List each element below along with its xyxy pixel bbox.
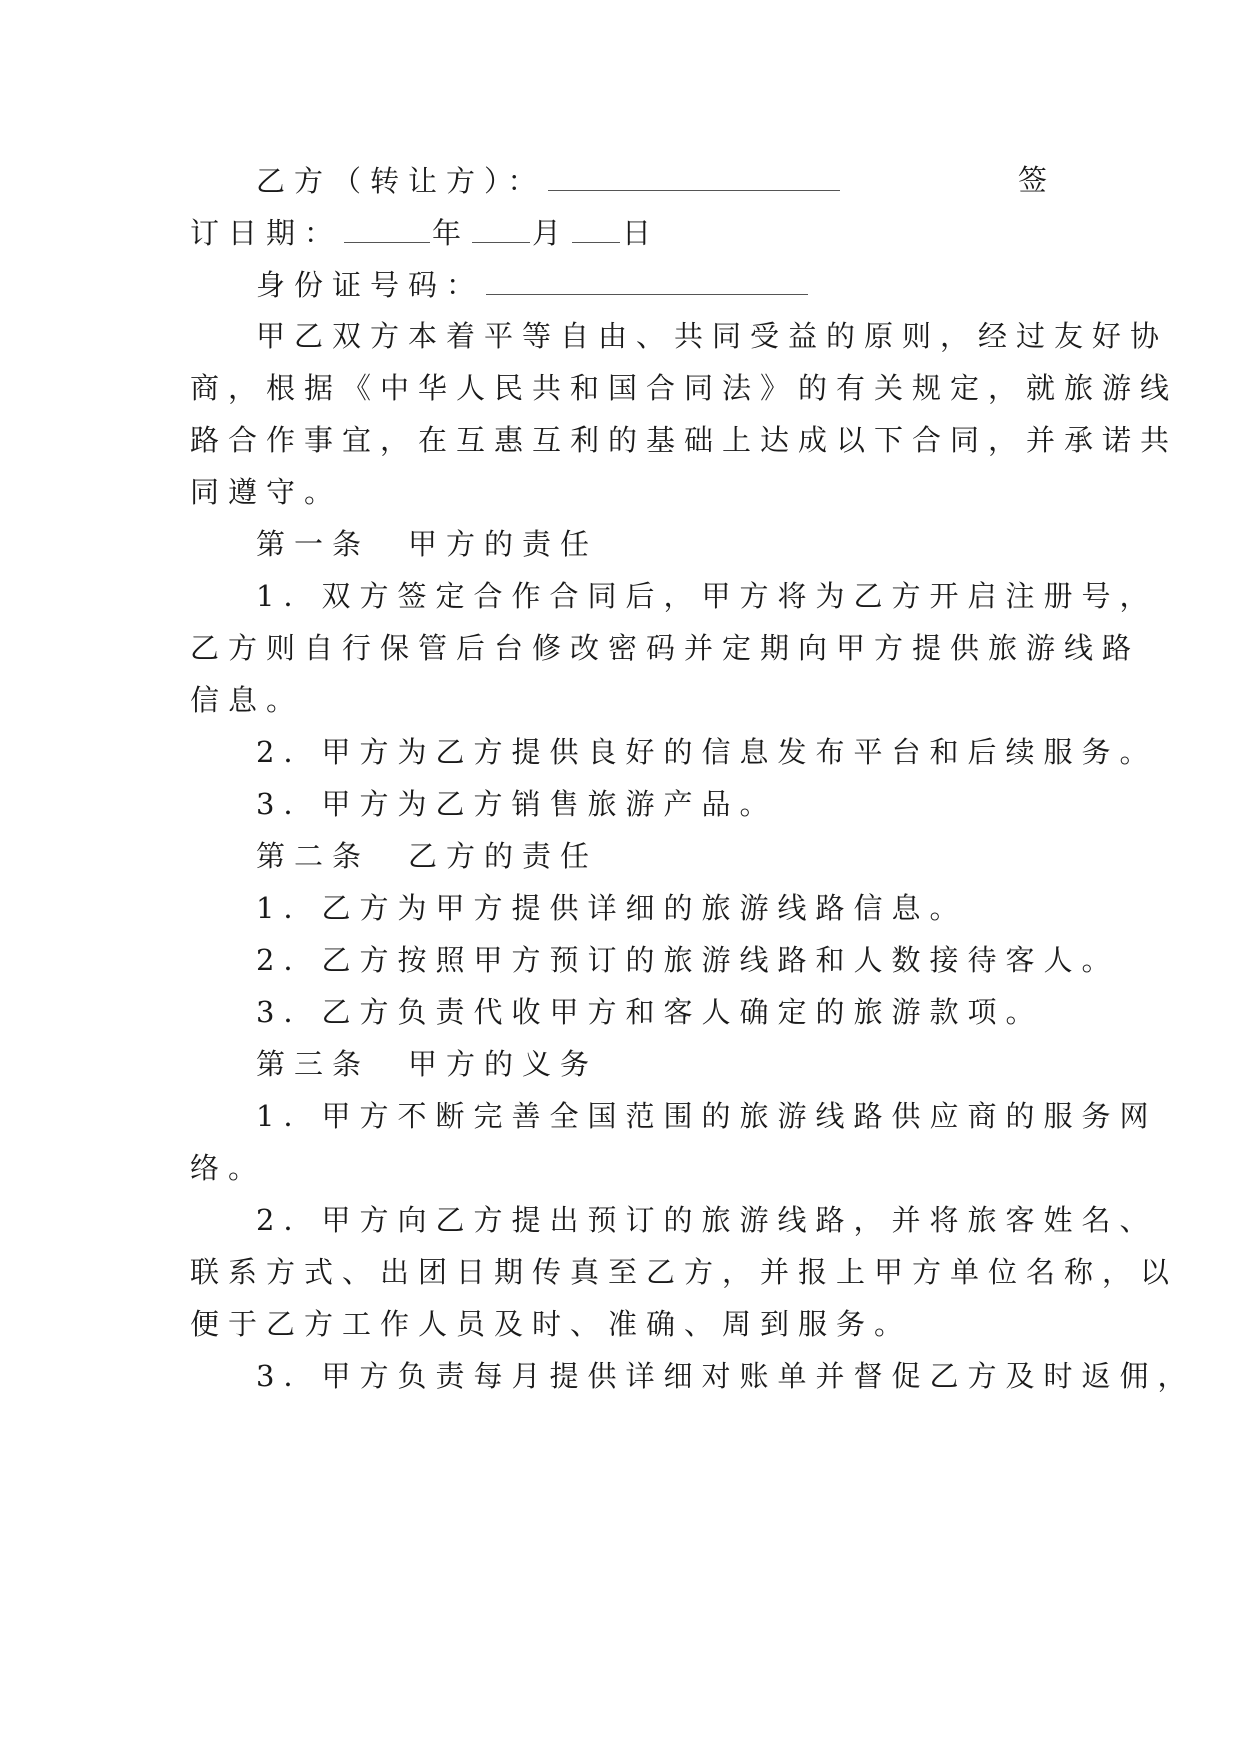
id-number-field[interactable] bbox=[486, 264, 808, 295]
month-label: 月 bbox=[532, 216, 571, 250]
intro-line-1: 甲乙双方本着平等自由、共同受益的原则，经过友好协 bbox=[256, 319, 1169, 353]
article-1-item-1-line-3: 信息。 bbox=[190, 683, 305, 717]
article-1-item-3: 3．甲方为乙方销售旅游产品。 bbox=[256, 787, 778, 821]
article-2-item-3: 3．乙方负责代收甲方和客人确定的旅游款项。 bbox=[256, 995, 1044, 1029]
article-1-item-1-line-2: 乙方则自行保管后台修改密码并定期向甲方提供旅游线路 bbox=[190, 631, 1141, 665]
year-field[interactable] bbox=[344, 212, 430, 243]
article-2-item-1: 1．乙方为甲方提供详细的旅游线路信息。 bbox=[256, 891, 968, 925]
article-3-item-2-line-2: 联系方式、出团日期传真至乙方，并报上甲方单位名称，以 bbox=[190, 1255, 1179, 1289]
intro-line-4: 同遵守。 bbox=[190, 475, 343, 509]
sign-date-prefix-word: 签 bbox=[1018, 163, 1057, 197]
article-3-item-3: 3．甲方负责每月提供详细对账单并督促乙方及时返佣， bbox=[256, 1359, 1196, 1393]
article-1-item-2: 2．甲方为乙方提供良好的信息发布平台和后续服务。 bbox=[256, 735, 1158, 769]
article-1-heading: 第一条 甲方的责任 bbox=[256, 527, 599, 561]
id-number-line bbox=[256, 264, 810, 304]
intro-line-2: 商，根据《中华人民共和国合同法》的有关规定，就旅游线 bbox=[190, 371, 1179, 405]
party-b-label: 乙方（转让方）： bbox=[256, 164, 546, 198]
sign-date-label: 订日期： bbox=[190, 216, 343, 250]
article-2-heading: 第二条 乙方的责任 bbox=[256, 839, 599, 873]
party-b-line bbox=[256, 160, 842, 200]
party-b-name-field[interactable] bbox=[548, 160, 840, 191]
day-field[interactable] bbox=[572, 212, 620, 243]
year-label: 年 bbox=[432, 216, 471, 250]
id-number-label: 身份证号码： bbox=[256, 268, 485, 302]
article-3-item-2-line-3: 便于乙方工作人员及时、准确、周到服务。 bbox=[190, 1307, 913, 1341]
month-field[interactable] bbox=[472, 212, 530, 243]
article-1-item-1-line-1: 1．双方签定合作合同后，甲方将为乙方开启注册号， bbox=[256, 579, 1158, 613]
article-3-item-2-line-1: 2．甲方向乙方提出预订的旅游线路，并将旅客姓名、 bbox=[256, 1203, 1158, 1237]
article-2-item-2: 2．乙方按照甲方预订的旅游线路和人数接待客人。 bbox=[256, 943, 1120, 977]
intro-line-3: 路合作事宜，在互惠互利的基础上达成以下合同，并承诺共 bbox=[190, 423, 1179, 457]
article-3-heading: 第三条 甲方的义务 bbox=[256, 1047, 599, 1081]
day-label: 日 bbox=[622, 216, 661, 250]
article-3-item-1-line-1: 1．甲方不断完善全国范围的旅游线路供应商的服务网 bbox=[256, 1099, 1158, 1133]
article-3-item-1-line-2: 络。 bbox=[190, 1151, 267, 1185]
sign-date-line bbox=[190, 212, 660, 252]
